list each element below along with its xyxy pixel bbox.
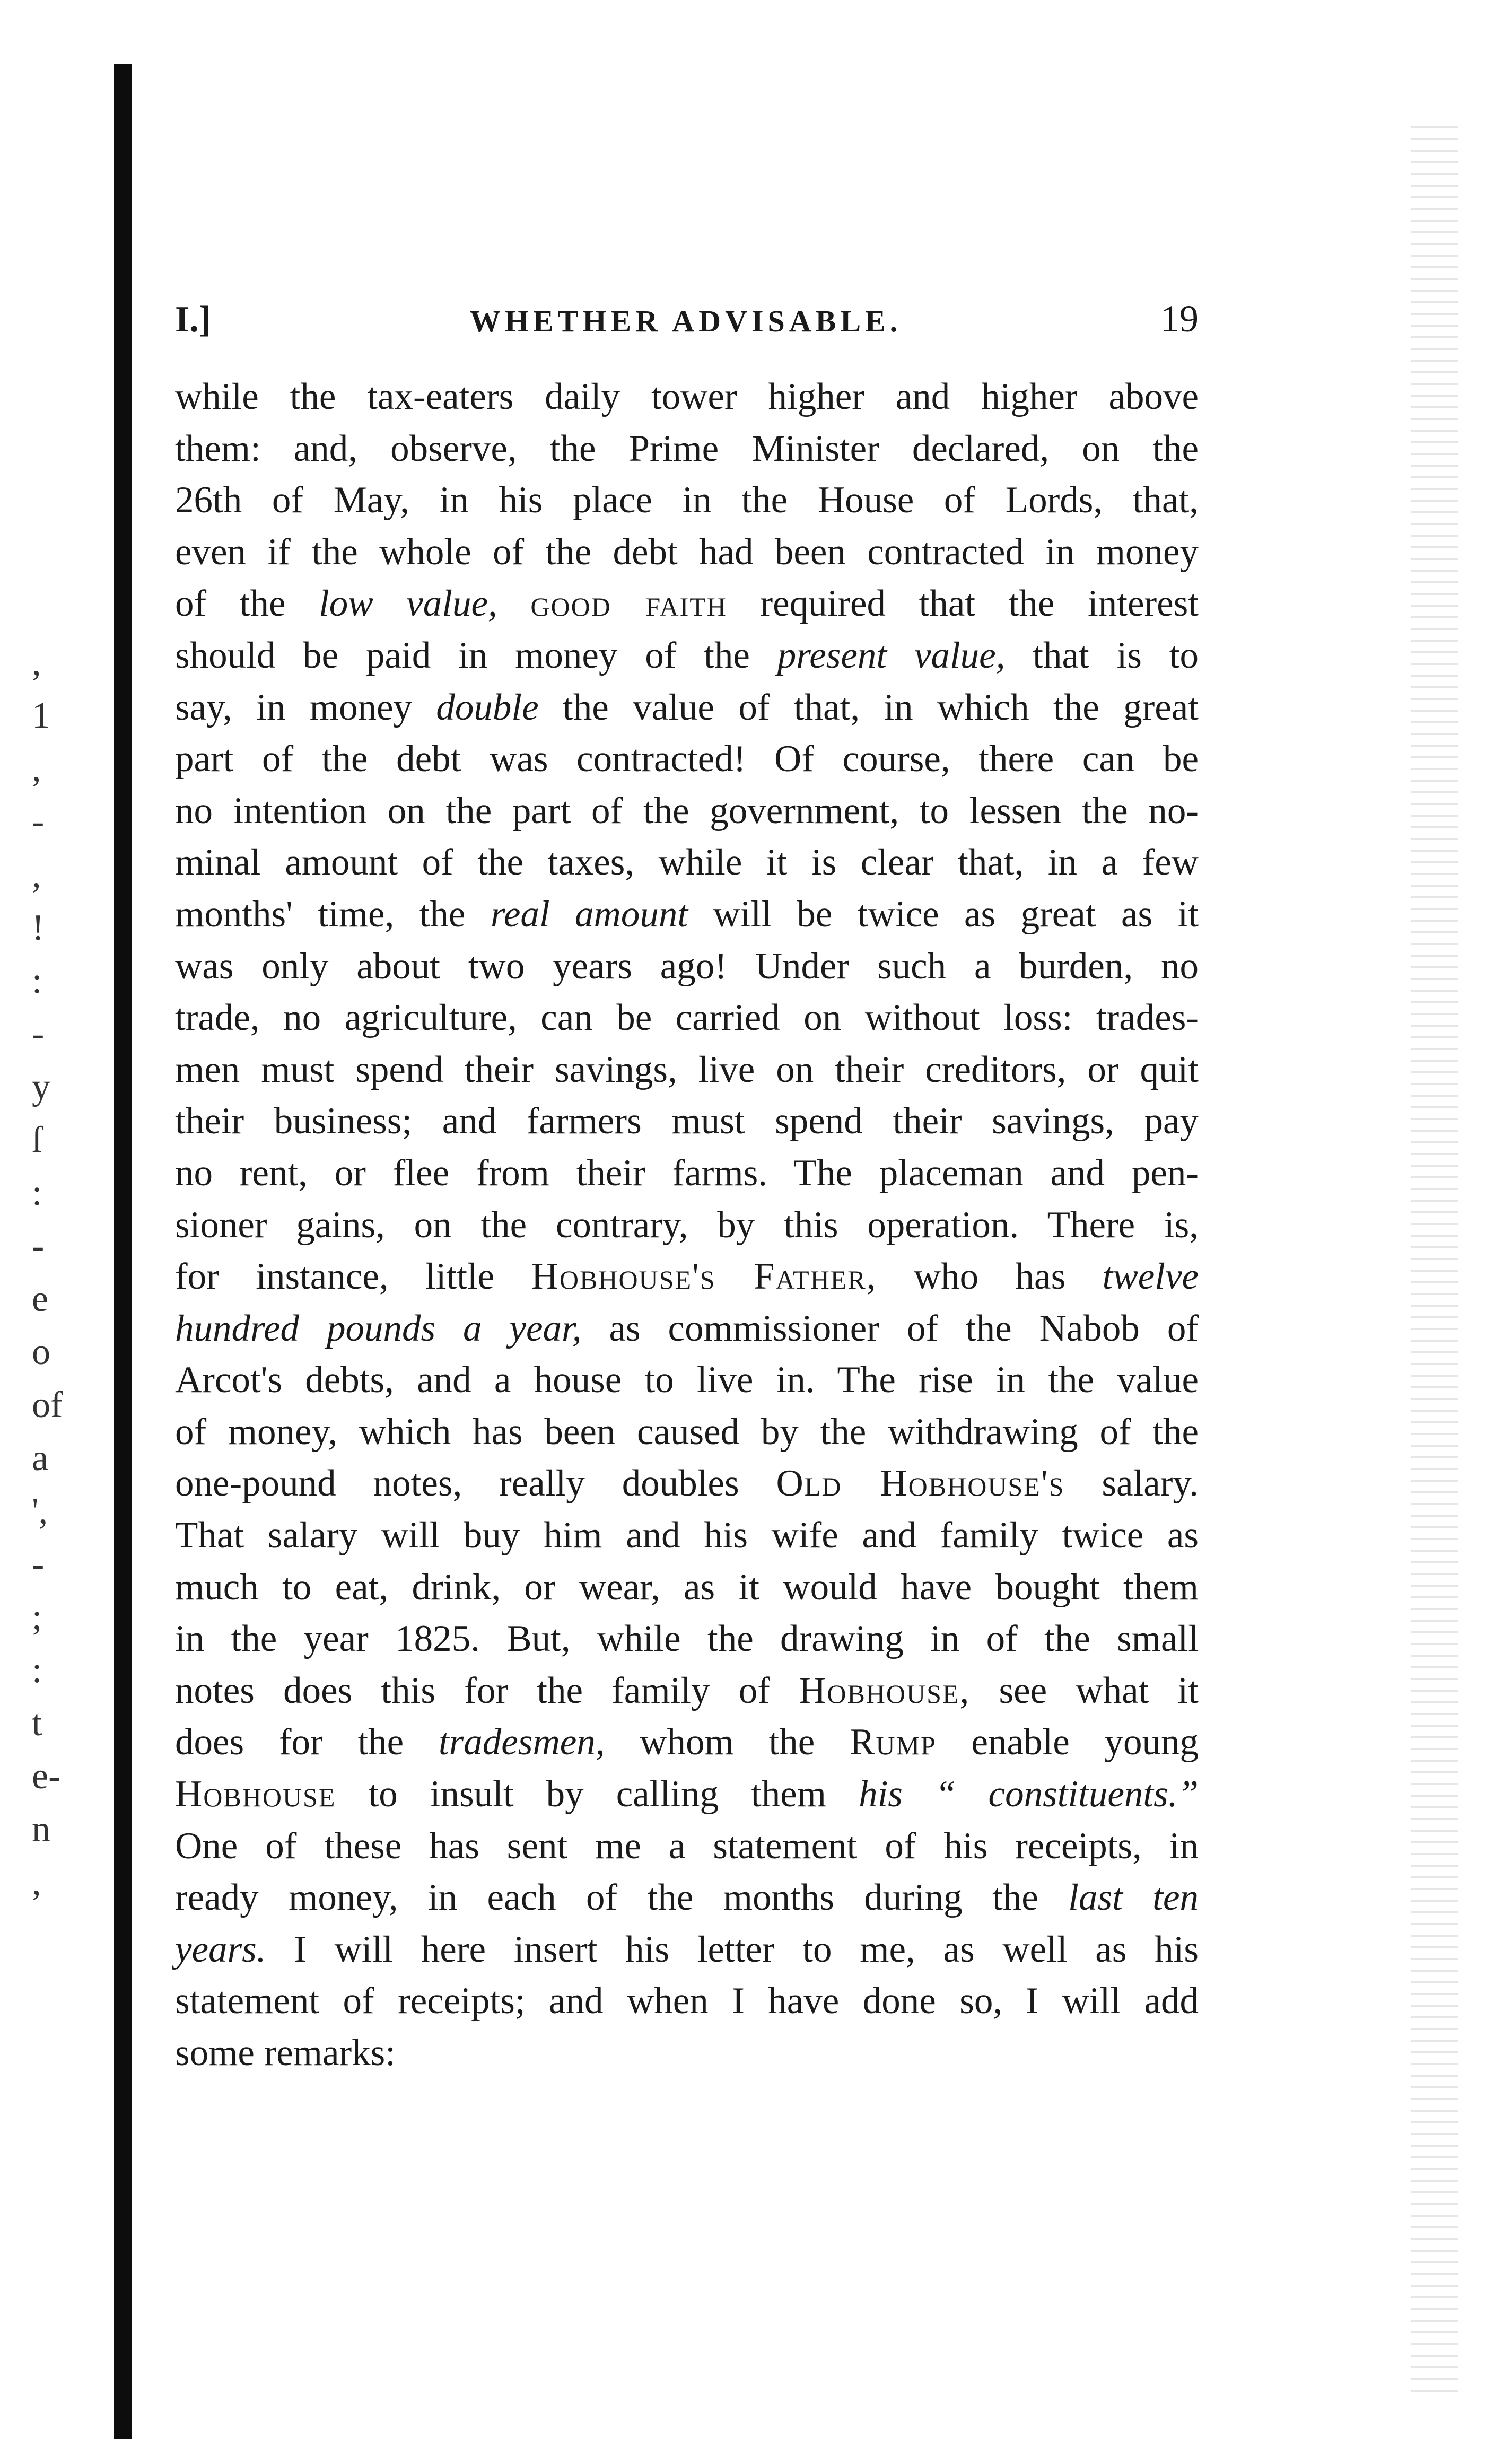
edge-fragment: a — [32, 1438, 49, 1479]
text-span: much to eat, drink, or wear, as it would have bought them — [175, 1566, 1199, 1608]
text-line — [175, 475, 1199, 527]
edge-fragment: o — [32, 1332, 50, 1372]
text-line — [175, 1406, 1199, 1458]
edge-fragment: y — [32, 1066, 50, 1107]
italic-span: hundred pounds a year, — [175, 1307, 582, 1349]
text-line — [175, 578, 1199, 630]
edge-fragment: , — [32, 748, 41, 789]
edge-fragment: n — [32, 1809, 50, 1850]
text-line — [175, 1044, 1199, 1096]
edge-fragment: - — [32, 801, 45, 842]
text-span: of money, which has been caused by the withdrawing of the — [175, 1411, 1199, 1453]
edge-fragment: e — [32, 1279, 49, 1319]
text-span: does for the — [175, 1721, 439, 1763]
text-line — [175, 1613, 1199, 1665]
text-span: who has — [877, 1256, 1103, 1298]
text-span: 26th of May, in his place in the House of Lords, that, — [175, 479, 1199, 521]
text-line — [175, 1354, 1199, 1406]
text-span: should be paid in money of the — [175, 634, 777, 676]
italic-span: years. — [175, 1928, 266, 1970]
binding-shadow — [114, 64, 132, 2439]
text-span: no intention on the part of the government, to lessen the no- — [175, 790, 1199, 832]
facing-page-bleed — [1411, 117, 1458, 2397]
text-line — [175, 1458, 1199, 1510]
text-line — [175, 682, 1199, 734]
text-span: minal amount of the taxes, while it is clear that, in a few — [175, 842, 1199, 884]
text-span: was only about two years ago! Under such a burden, no — [175, 945, 1199, 987]
text-span: of the — [175, 583, 319, 625]
small-caps-span: Hobhouse, — [799, 1669, 971, 1711]
edge-fragment: , — [32, 854, 41, 895]
page-number: 19 — [1160, 298, 1199, 340]
text-line — [175, 1924, 1199, 1976]
previous-page-edge-fragments — [32, 636, 80, 2121]
text-line — [175, 889, 1199, 941]
text-line — [175, 1562, 1199, 1614]
text-line — [175, 1769, 1199, 1821]
text-span: one-pound notes, really doubles — [175, 1463, 776, 1505]
italic-span: tradesmen, — [438, 1721, 605, 1763]
text-span: enable young — [936, 1721, 1199, 1763]
text-line — [175, 371, 1199, 423]
text-span: months' time, the — [175, 893, 491, 935]
text-span: the value of that, in which the great — [538, 686, 1199, 728]
edge-fragment: 1 — [32, 695, 50, 736]
edge-fragment: : — [32, 1173, 42, 1213]
body-text — [175, 371, 1199, 2079]
text-span: men must spend their savings, live on their creditors, or quit — [175, 1048, 1199, 1090]
text-span: That salary will buy him and his wife and family twice as — [175, 1515, 1199, 1557]
text-line — [175, 733, 1199, 785]
text-line — [175, 1975, 1199, 2027]
text-span: will be twice as great as it — [688, 893, 1199, 935]
text-span: even if the whole of the debt had been contracted in money — [175, 531, 1199, 573]
small-caps-span: good faith — [530, 583, 727, 625]
edge-fragment: e- — [32, 1756, 61, 1797]
edge-fragment: - — [32, 1544, 45, 1585]
text-line — [175, 527, 1199, 579]
edge-fragment: ſ — [32, 1120, 42, 1160]
text-span: their business; and farmers must spend their savings, pay — [175, 1100, 1199, 1142]
text-span: some remarks: — [175, 2032, 396, 2074]
edge-fragment: , — [32, 1862, 41, 1903]
text-span: whom the — [605, 1721, 850, 1763]
running-title: WHETHER ADVISABLE. — [469, 304, 902, 338]
text-span: Arcot's debts, and a house to live in. The rise in the value — [175, 1359, 1199, 1401]
text-line — [175, 992, 1199, 1044]
text-line — [175, 837, 1199, 889]
text-span: statement of receipts; and when I have done so, I will add — [175, 1980, 1199, 2022]
text-span: part of the debt was contracted! Of course, there can be — [175, 738, 1199, 780]
text-span: required that the interest — [727, 583, 1199, 625]
text-line — [175, 1821, 1199, 1873]
edge-fragment: , — [32, 642, 41, 683]
text-span: in the year 1825. But, while the drawing in of the small — [175, 1618, 1199, 1660]
text-span: sioner gains, on the contrary, by this operation. There is, — [175, 1204, 1199, 1246]
edge-fragment: t — [32, 1703, 42, 1744]
text-line — [175, 1665, 1199, 1717]
edge-fragment: ; — [32, 1597, 42, 1638]
italic-span: double — [436, 686, 539, 728]
text-span: that is to — [1005, 634, 1199, 676]
text-line — [175, 1251, 1199, 1303]
text-span: ready money, in each of the months during the — [175, 1877, 1069, 1919]
edge-fragment: ! — [32, 907, 45, 948]
text-span: salary. — [1064, 1463, 1199, 1505]
text-line — [175, 1096, 1199, 1148]
italic-span: last ten — [1068, 1877, 1199, 1919]
small-caps-span: Hobhouse — [175, 1773, 336, 1815]
text-span: to insult by calling them — [336, 1773, 859, 1815]
text-span: notes does this for the family of — [175, 1669, 799, 1711]
edge-fragment: - — [32, 1013, 45, 1054]
text-span: trade, no agriculture, can be carried on without loss: trades- — [175, 997, 1199, 1039]
text-line — [175, 1872, 1199, 1924]
text-line — [175, 785, 1199, 837]
small-caps-span: Rump — [850, 1721, 937, 1763]
text-span: One of these has sent me a statement of his receipts, in — [175, 1825, 1199, 1867]
text-span: for instance, little — [175, 1256, 531, 1298]
text-line — [175, 630, 1199, 682]
italic-span: real amount — [490, 893, 688, 935]
text-span: as commissioner of the Nabob of — [581, 1307, 1199, 1349]
text-line — [175, 1510, 1199, 1562]
italic-span: present value, — [777, 634, 1006, 676]
small-caps-span: Hobhouse's Father, — [531, 1256, 877, 1298]
text-line — [175, 1717, 1199, 1769]
edge-fragment: : — [32, 1650, 42, 1691]
text-line — [175, 2027, 1199, 2079]
text-line — [175, 1303, 1199, 1355]
text-line — [175, 941, 1199, 993]
text-line — [175, 1148, 1199, 1200]
small-caps-span: Old Hobhouse's — [776, 1463, 1065, 1505]
edge-fragment: ', — [32, 1491, 48, 1532]
edge-fragment: : — [32, 960, 42, 1001]
italic-span: twelve — [1102, 1256, 1199, 1298]
text-span — [497, 583, 531, 624]
edge-fragment: - — [32, 1226, 45, 1266]
edge-fragment: of — [32, 1385, 63, 1426]
running-head — [175, 297, 1199, 345]
section-marker: I.] — [175, 299, 212, 340]
text-span: I will here insert his letter to me, as well as his — [266, 1928, 1199, 1970]
text-line — [175, 1200, 1199, 1252]
text-span: while the tax-eaters daily tower higher and higher above — [175, 376, 1199, 417]
italic-span: low value, — [319, 583, 497, 625]
text-span: them: and, observe, the Prime Minister declared, on the — [175, 427, 1199, 469]
text-span: say, in money — [175, 686, 436, 728]
italic-span: his “ constituents.” — [859, 1773, 1199, 1815]
text-line — [175, 423, 1199, 475]
text-span: no rent, or flee from their farms. The placeman and pen- — [175, 1152, 1199, 1194]
text-span: see what it — [970, 1669, 1199, 1711]
